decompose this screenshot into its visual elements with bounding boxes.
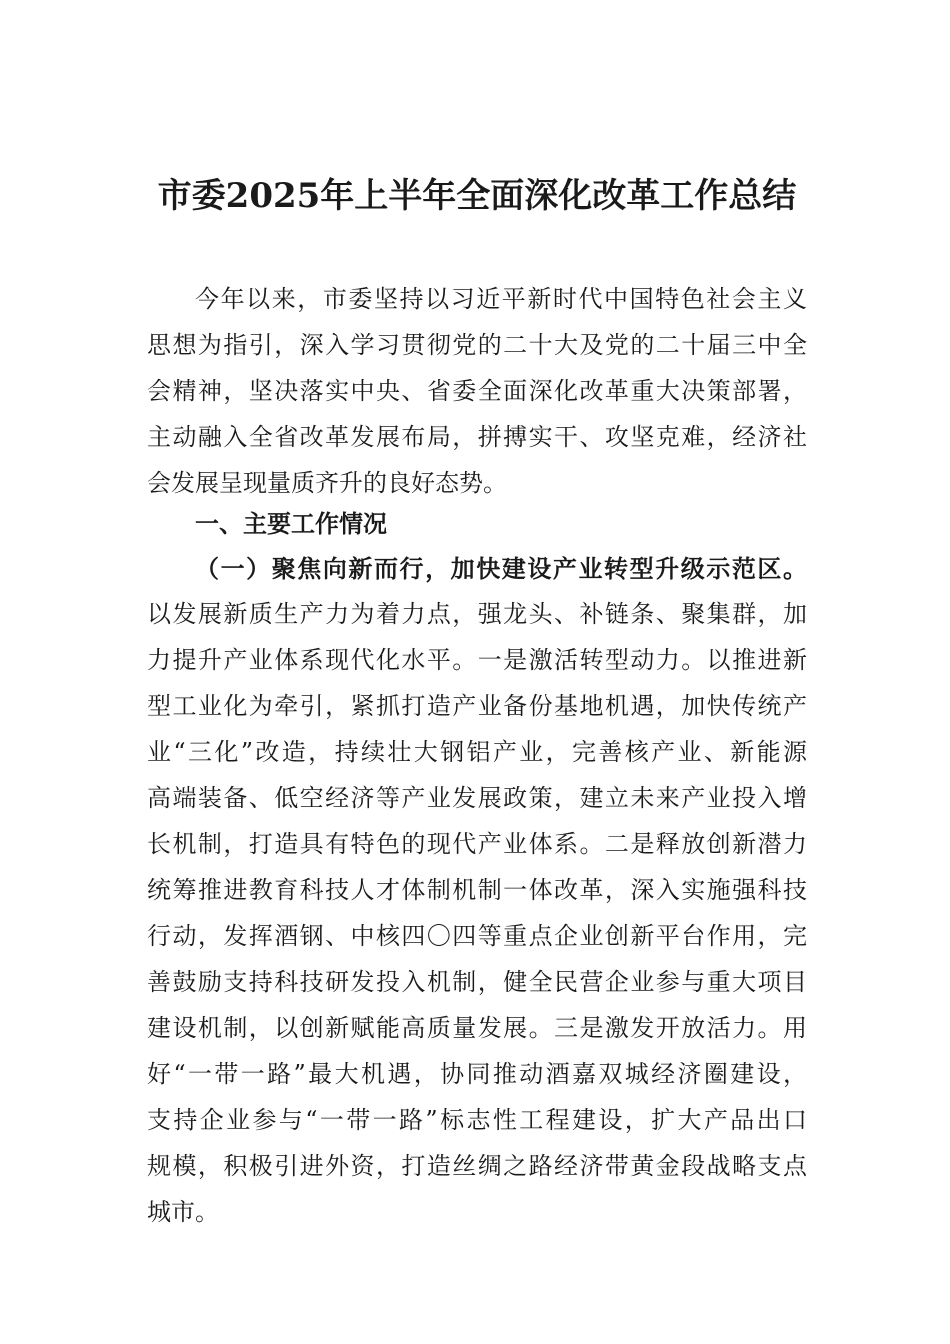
- document-page: [147, 0, 807, 1344]
- body-line-7: 统筹推进教育科技人才体制机制一体改革，深入实施强科技: [147, 876, 807, 904]
- body-line-14: 城市。: [147, 1198, 219, 1226]
- intro-line-3: 会精神，坚决落实中央、省委全面深化改革重大决策部署，: [147, 377, 807, 405]
- body-line-13: 规模，积极引进外资，打造丝绸之路经济带黄金段战略支点: [147, 1152, 807, 1180]
- body-line-10: 建设机制，以创新赋能高质量发展。三是激发开放活力。用: [147, 1014, 807, 1042]
- body-line-4: 业“三化”改造，持续壮大钢铝产业，完善核产业、新能源: [147, 738, 807, 766]
- body-line-6: 长机制，打造具有特色的现代产业体系。二是释放创新潜力: [147, 830, 807, 858]
- intro-line-4: 主动融入全省改革发展布局，拼搏实干、攻坚克难，经济社: [147, 423, 807, 451]
- section-heading: 一、主要工作情况: [195, 510, 387, 538]
- body-line-11: 好“一带一路”最大机遇，协同推动酒嘉双城经济圈建设，: [147, 1060, 807, 1088]
- body-line-5: 高端装备、低空经济等产业发展政策，建立未来产业投入增: [147, 784, 807, 812]
- document-title: 市委2025年上半年全面深化改革工作总结: [157, 176, 797, 216]
- body-line-12: 支持企业参与“一带一路”标志性工程建设，扩大产品出口: [147, 1106, 807, 1134]
- subsection-heading: （一）聚焦向新而行，加快建设产业转型升级示范区。: [195, 554, 807, 583]
- body-line-3: 型工业化为牵引，紧抓打造产业备份基地机遇，加快传统产: [147, 692, 807, 720]
- body-line-1: 以发展新质生产力为着力点，强龙头、补链条、聚集群，加: [147, 600, 807, 628]
- body-line-9: 善鼓励支持科技研发投入机制，健全民营企业参与重大项目: [147, 968, 807, 996]
- intro-line-1: 今年以来，市委坚持以习近平新时代中国特色社会主义: [195, 285, 807, 313]
- body-line-2: 力提升产业体系现代化水平。一是激活转型动力。以推进新: [147, 646, 807, 674]
- body-line-8: 行动，发挥酒钢、中核四〇四等重点企业创新平台作用，完: [147, 922, 807, 950]
- intro-line-5: 会发展呈现量质齐升的良好态势。: [147, 469, 507, 497]
- intro-line-2: 思想为指引，深入学习贯彻党的二十大及党的二十届三中全: [147, 331, 807, 359]
